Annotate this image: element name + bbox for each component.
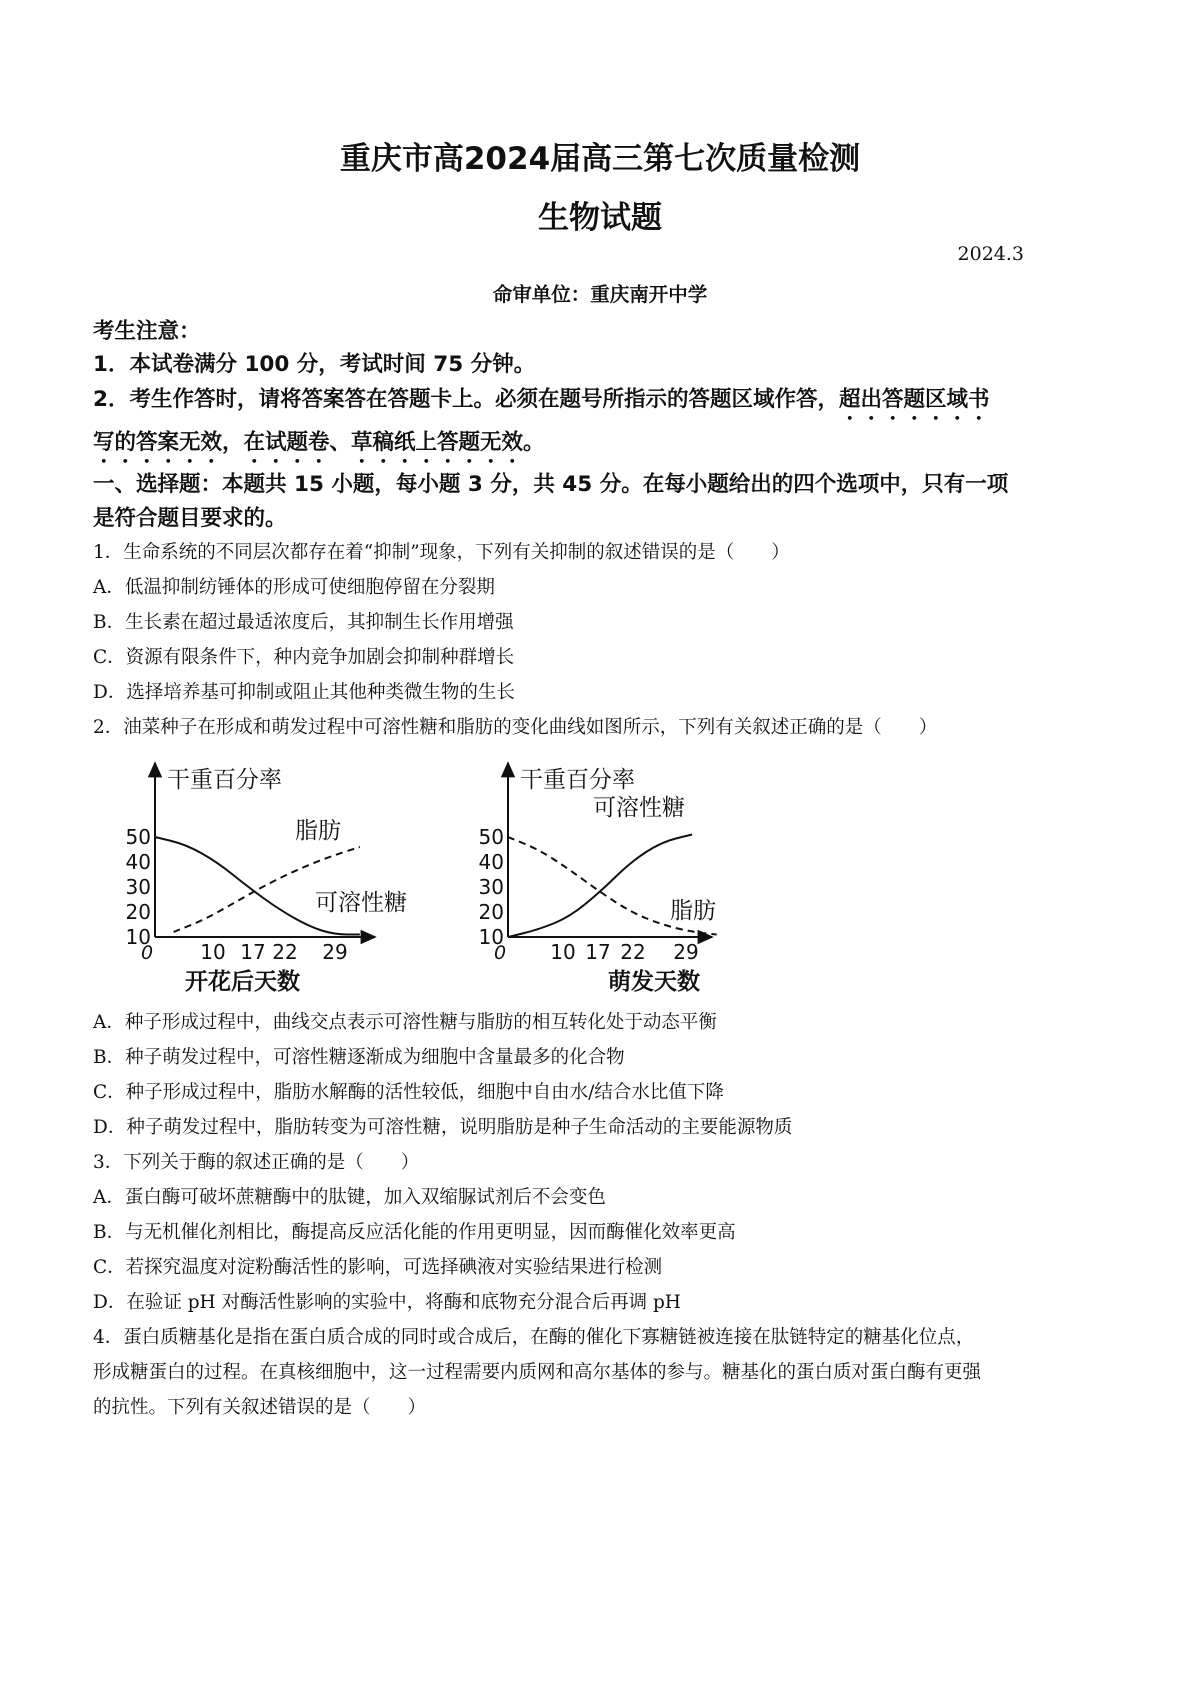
x-tick-label: 29 [673, 940, 699, 964]
y-tick-label: 20 [125, 900, 151, 924]
subject-title: 生物试题 [538, 200, 662, 236]
y-tick-label: 50 [125, 825, 151, 849]
series-label: 可溶性糖 [315, 890, 407, 916]
notice-item-1: 1．本试卷满分 100 分，考试时间 75 分钟。 [93, 352, 536, 377]
x-tick-label: 10 [550, 940, 576, 964]
section-heading-line-1: 一、选择题：本题共 15 小题，每小题 3 分，共 45 分。在每小题给出的四个选项中，只有一项 [93, 472, 1009, 497]
q3-option-c: C．若探究温度对淀粉酶活性的影响，可选择碘液对实验结果进行检测 [93, 1257, 663, 1278]
y-tick-label: 50 [478, 825, 504, 849]
y-tick-label: 30 [125, 875, 151, 899]
q1-option-c: C．资源有限条件下，种内竞争加剧会抑制种群增长 [93, 647, 515, 668]
chart-seed-germination [479, 763, 717, 995]
y-axis-label: 干重百分率 [520, 767, 635, 793]
series-line-soluble-sugar [155, 837, 360, 935]
y-tick-label: 20 [478, 900, 504, 924]
q1-option-d: D．选择培养基可抑制或阻止其他种类微生物的生长 [93, 682, 515, 703]
q1-stem: 1．生命系统的不同层次都存在着“抑制”现象，下列有关抑制的叙述错误的是（ ） [93, 542, 790, 563]
x-tick-label: 0 [140, 942, 154, 964]
q1-option-b: B．生长素在超过最适浓度后，其抑制生长作用增强 [93, 612, 514, 633]
y-tick-label: 10 [125, 925, 151, 949]
y-tick-label: 40 [125, 850, 151, 874]
exam-date: 2024.3 [957, 243, 1024, 265]
x-tick-label: 22 [272, 940, 298, 964]
q3-option-a: A．蛋白酶可破坏蔗糖酶中的肽键，加入双缩脲试剂后不会变色 [93, 1187, 606, 1208]
notice-item-2-text: 2．考生作答时，请将答案答在答题卡上。必须在题号所指示的答题区域作答， [93, 387, 839, 412]
x-axis-label: 开花后天数 [185, 969, 300, 995]
q4-stem-line-2: 形成糖蛋白的过程。在真核细胞中，这一过程需要内质网和高尔基体的参与。糖基化的蛋白质对蛋白酶有更强 [93, 1362, 982, 1383]
x-tick-label: 10 [200, 940, 226, 964]
q2-option-c: C．种子形成过程中，脂肪水解酶的活性较低，细胞中自由水/结合水比值下降 [93, 1082, 724, 1103]
x-tick-label: 17 [240, 940, 266, 964]
q3-option-d: D．在验证 pH 对酶活性影响的实验中，将酶和底物充分混合后再调 pH [93, 1292, 681, 1313]
q2-stem: 2．油菜种子在形成和萌发过程中可溶性糖和脂肪的变化曲线如图所示，下列有关叙述正确的是（ ） [93, 717, 938, 738]
y-tick-label: 30 [478, 875, 504, 899]
notice-item-2-emphasis-2: 写的答案无效，在试题卷、草稿纸上答题无效 [93, 430, 524, 455]
series-label: 脂肪 [295, 818, 341, 844]
notice-heading: 考生注意： [93, 319, 201, 344]
q3-option-b: B．与无机催化剂相比，酶提高反应活化能的作用更明显，因而酶催化效率更高 [93, 1222, 736, 1243]
q3-stem: 3．下列关于酶的叙述正确的是（ ） [93, 1152, 420, 1173]
x-tick-label: 17 [585, 940, 611, 964]
y-tick-label: 10 [478, 925, 504, 949]
notice-item-2-line-2 [93, 425, 545, 468]
x-tick-label: 0 [493, 942, 507, 964]
q1-option-a: A．低温抑制纺锤体的形成可使细胞停留在分裂期 [93, 577, 495, 598]
q4-stem-line-3: 的抗性。下列有关叙述错误的是（ ） [93, 1397, 427, 1418]
q2-option-b: B．种子萌发过程中，可溶性糖逐渐成为细胞中含量最多的化合物 [93, 1047, 625, 1068]
notice-item-2-end: 。 [523, 430, 545, 455]
exam-title: 重庆市高2024届高三第七次质量检测 [339, 141, 861, 177]
section-heading-line-2: 是符合题目要求的。 [93, 506, 287, 531]
x-axis-label: 萌发天数 [608, 969, 700, 995]
q2-option-d: D．种子萌发过程中，脂肪转变为可溶性糖，说明脂肪是种子生命活动的主要能源物质 [93, 1117, 793, 1138]
x-tick-label: 29 [322, 940, 348, 964]
y-axis-label: 干重百分率 [167, 767, 282, 793]
series-label: 可溶性糖 [593, 795, 685, 821]
notice-item-2-emphasis-1: 超出答题区域书 [838, 387, 990, 412]
x-tick-label: 22 [620, 940, 646, 964]
setter-unit: 命审单位：重庆南开中学 [492, 283, 708, 306]
q2-figure [100, 755, 800, 1010]
q4-stem-line-1: 4．蛋白质糖基化是指在蛋白质合成的同时或合成后，在酶的催化下寡糖链被连接在肽链特定的糖基化位点， [93, 1327, 975, 1348]
q2-option-a: A．种子形成过程中，曲线交点表示可溶性糖与脂肪的相互转化处于动态平衡 [93, 1012, 717, 1033]
series-label: 脂肪 [670, 898, 716, 924]
notice-item-2-line-1 [93, 382, 989, 425]
y-tick-label: 40 [478, 850, 504, 874]
chart-seed-formation [126, 763, 407, 995]
